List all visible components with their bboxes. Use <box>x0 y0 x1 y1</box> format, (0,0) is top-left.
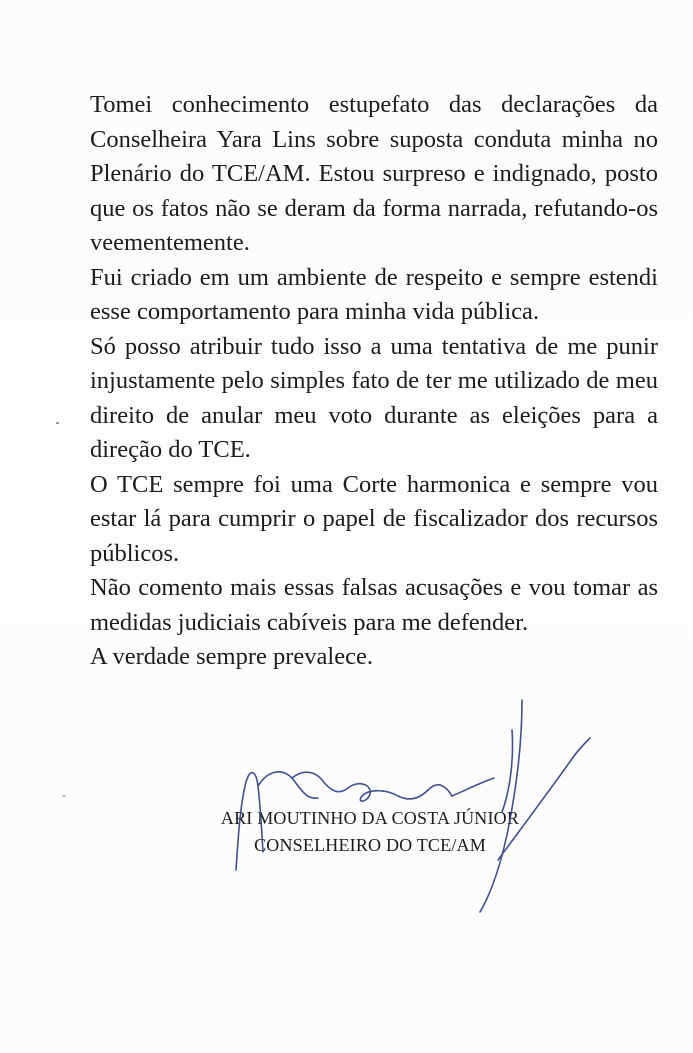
signatory-title: CONSELHEIRO DO TCE/AM <box>254 835 486 855</box>
letter-paragraph-5: Não comento mais essas falsas acusações e vou tomar as medidas judiciais cabíveis para me defender. <box>90 574 658 636</box>
scan-speck <box>62 795 66 797</box>
letter-paragraph-4: O TCE sempre foi uma Corte harmonica e sempre vou estar lá para cumprir o papel de fiscalizador dos recursos públicos. <box>90 470 658 567</box>
signatory-name: ARI MOUTINHO DA COSTA JÚNIOR <box>220 808 520 828</box>
letter-body <box>90 88 658 675</box>
letter-paragraph-3: Só posso atribuir tudo isso a uma tentativa de me punir injustamente pelo simples fato de ter me utilizado de meu direito de anular meu voto durante as eleições para a direção do TCE. <box>90 332 658 463</box>
letter-paragraph-2: Fui criado em um ambiente de respeito e sempre estendi esse comportamento para minha vida pública. <box>90 263 658 325</box>
letter-paragraph-1: Tomei conhecimento estupefato das declarações da Conselheira Yara Lins sobre suposta conduta minha no Plenário do TCE/AM. Estou surpreso e indignado, posto que os fatos não se deram da forma narrada, refutando-os veementemente. <box>90 91 658 256</box>
letter-closing: A verdade sempre prevalece. <box>90 643 373 670</box>
signature-block <box>160 805 580 859</box>
scan-speck <box>56 422 59 424</box>
